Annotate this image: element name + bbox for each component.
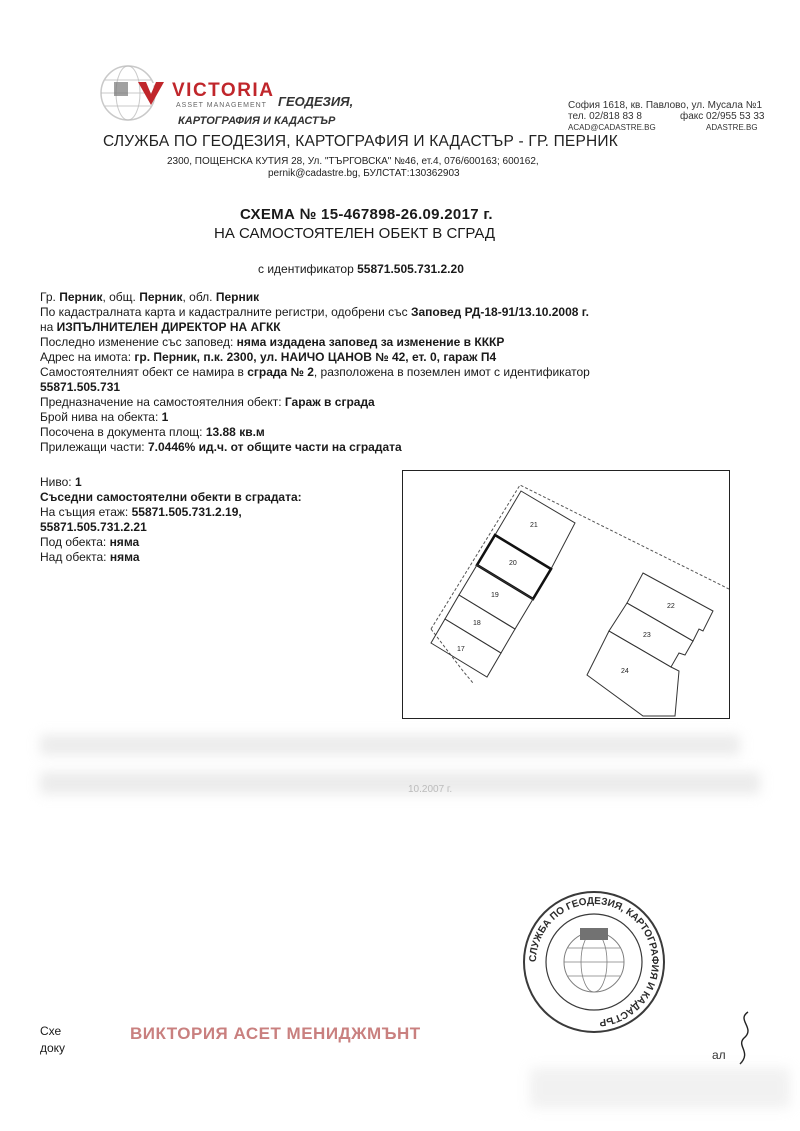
- unit-20-shape: [477, 535, 551, 599]
- sofia-web: ADASTRE.BG: [706, 123, 758, 132]
- same-floor-id-1: 55871.505.731.2.19,: [131, 505, 242, 519]
- last-change-line: [40, 335, 680, 350]
- signature: [732, 1008, 762, 1068]
- approval-order: Заповед РД-18-91/13.10.2008 г.: [410, 305, 589, 319]
- floor-plan: [402, 470, 730, 719]
- unit-24-shape: [587, 631, 679, 716]
- address-value: гр. Перник, п.к. 2300, ул. НАИЧО ЦАНОВ № 42, ет. 0, гараж П4: [134, 350, 497, 364]
- purpose-value: Гараж в сграда: [284, 395, 375, 409]
- location-city-label: Гр.: [40, 290, 56, 304]
- unit-24-label: 24: [621, 668, 629, 675]
- sofia-email: ACAD@CADASTRE.BG: [568, 123, 656, 132]
- blurred-region-2: [40, 772, 760, 794]
- stamp-ring-path: СЛУЖБА ПО ГЕОДЕЗИЯ, КАРТОГРАФИЯ И КАДАСТЪР: [527, 895, 661, 1028]
- location-muni: Перник: [139, 290, 183, 304]
- location-line: [40, 290, 680, 305]
- same-floor-line: [40, 505, 390, 520]
- footer-left-1: Схе: [40, 1024, 62, 1038]
- last-change-label: Последно изменение със заповед:: [40, 335, 234, 349]
- purpose-line: [40, 395, 680, 410]
- building-parcel-label: , разположена в поземлен имот с идентификатор: [313, 365, 590, 379]
- stamp-globe-icon: [564, 928, 624, 992]
- common-parts-label: Прилежащи части:: [40, 440, 145, 454]
- building-line: [40, 365, 680, 380]
- footer-left-2: доку: [40, 1041, 66, 1055]
- location-city: Перник: [59, 290, 103, 304]
- identifier-label: с идентификатор: [258, 262, 354, 276]
- below-label: Под обекта:: [40, 535, 107, 549]
- faded-date: 10.2007 г.: [408, 784, 453, 795]
- address-label: Адрес на имота:: [40, 350, 132, 364]
- agency-line-2: КАРТОГРАФИЯ И КАДАСТЪР: [178, 115, 336, 127]
- director-title: ИЗПЪЛНИТЕЛЕН ДИРЕКТОР НА АГКК: [56, 320, 281, 334]
- victoria-brand: VICTORIA: [172, 80, 275, 101]
- unit-21-label: 21: [530, 522, 538, 529]
- location-region: Перник: [215, 290, 260, 304]
- same-floor-id-2: 55871.505.731.2.21: [40, 520, 147, 534]
- footer-watermark: ВИКТОРИЯ АСЕТ МЕНИДЖМЪНТ: [130, 1024, 421, 1043]
- common-parts-value: 7.0446% ид.ч. от общите части на сградата: [147, 440, 402, 454]
- purpose-label: Предназначение на самостоятелния обект:: [40, 395, 282, 409]
- victoria-mark-icon: [136, 80, 166, 106]
- office-contact: pernik@cadastre.bg, БУЛСТАТ:130362903: [268, 168, 460, 179]
- sofia-fax: факс 02/955 53 33: [680, 111, 765, 122]
- footer-right: ал: [712, 1048, 726, 1062]
- address-line: [40, 350, 680, 365]
- document-title: СХЕМА № 15-467898-26.09.2017 г.: [240, 206, 493, 223]
- unit-23-shape: [609, 603, 693, 667]
- sofia-phone: тел. 02/818 83 8: [568, 111, 642, 122]
- area-label: Посочена в документа площ:: [40, 425, 203, 439]
- office-address: 2300, ПОЩЕНСКА КУТИЯ 28, Ул. "ТЪРГОВСКА" №46, ет.4, 076/600163; 600162,: [167, 156, 539, 167]
- unit-20-label: 20: [509, 560, 517, 567]
- blurred-region: [40, 735, 740, 755]
- official-stamp: [518, 888, 670, 1036]
- approval-label: По кадастралната карта и кадастралните регистри, одобрени със: [40, 305, 408, 319]
- neighbors-title: Съседни самостоятелни обекти в сградата:: [40, 490, 302, 504]
- unit-17-label: 17: [457, 646, 465, 653]
- document-subtitle: НА САМОСТОЯТЕЛЕН ОБЕКТ В СГРАД: [214, 225, 496, 242]
- level-value: 1: [74, 475, 82, 489]
- levels-value: 1: [161, 410, 169, 424]
- above-value: няма: [109, 550, 140, 564]
- director-prefix: на: [40, 320, 54, 334]
- level-line: [40, 475, 390, 490]
- unit-18-label: 18: [473, 620, 481, 627]
- unit-17-shape: [431, 619, 501, 677]
- identifier-line: [258, 262, 464, 277]
- level-label: Ниво:: [40, 475, 72, 489]
- agency-line-1: ГЕОДЕЗИЯ,: [278, 94, 354, 109]
- location-region-label: , обл.: [182, 290, 213, 304]
- levels-label: Брой нива на обекта:: [40, 410, 159, 424]
- below-value: няма: [109, 535, 140, 549]
- above-label: Над обекта:: [40, 550, 107, 564]
- building-value: сграда № 2: [247, 365, 314, 379]
- common-parts-line: [40, 440, 680, 455]
- approval-line: [40, 305, 680, 320]
- unit-21-shape: [495, 491, 575, 569]
- building-label: Самостоятелният обект се намира в: [40, 365, 244, 379]
- location-muni-label: , общ.: [102, 290, 136, 304]
- area-line: [40, 425, 680, 440]
- level-block: [40, 475, 390, 565]
- identifier-value: 55871.505.731.2.20: [357, 262, 464, 276]
- office-name: СЛУЖБА ПО ГЕОДЕЗИЯ, КАРТОГРАФИЯ И КАДАСТЪР - ГР. ПЕРНИК: [103, 133, 618, 150]
- levels-line: [40, 410, 680, 425]
- unit-23-label: 23: [643, 632, 651, 639]
- parcel-id: 55871.505.731: [40, 380, 121, 394]
- victoria-subtitle: ASSET MANAGEMENT: [176, 102, 267, 109]
- same-floor-label: На същия етаж:: [40, 505, 129, 519]
- unit-22-label: 22: [667, 603, 675, 610]
- director-line: [40, 320, 680, 335]
- footer-noise: [530, 1068, 790, 1108]
- area-value: 13.88 кв.м: [205, 425, 265, 439]
- unit-19-label: 19: [491, 592, 499, 599]
- above-line: [40, 550, 390, 565]
- below-line: [40, 535, 390, 550]
- details-block: [40, 290, 680, 455]
- last-change-value: няма издадена заповед за изменение в КККР: [236, 335, 505, 349]
- floor-plan-drawing: [403, 471, 729, 718]
- sofia-address: София 1618, кв. Павлово, ул. Мусала №1: [568, 100, 763, 111]
